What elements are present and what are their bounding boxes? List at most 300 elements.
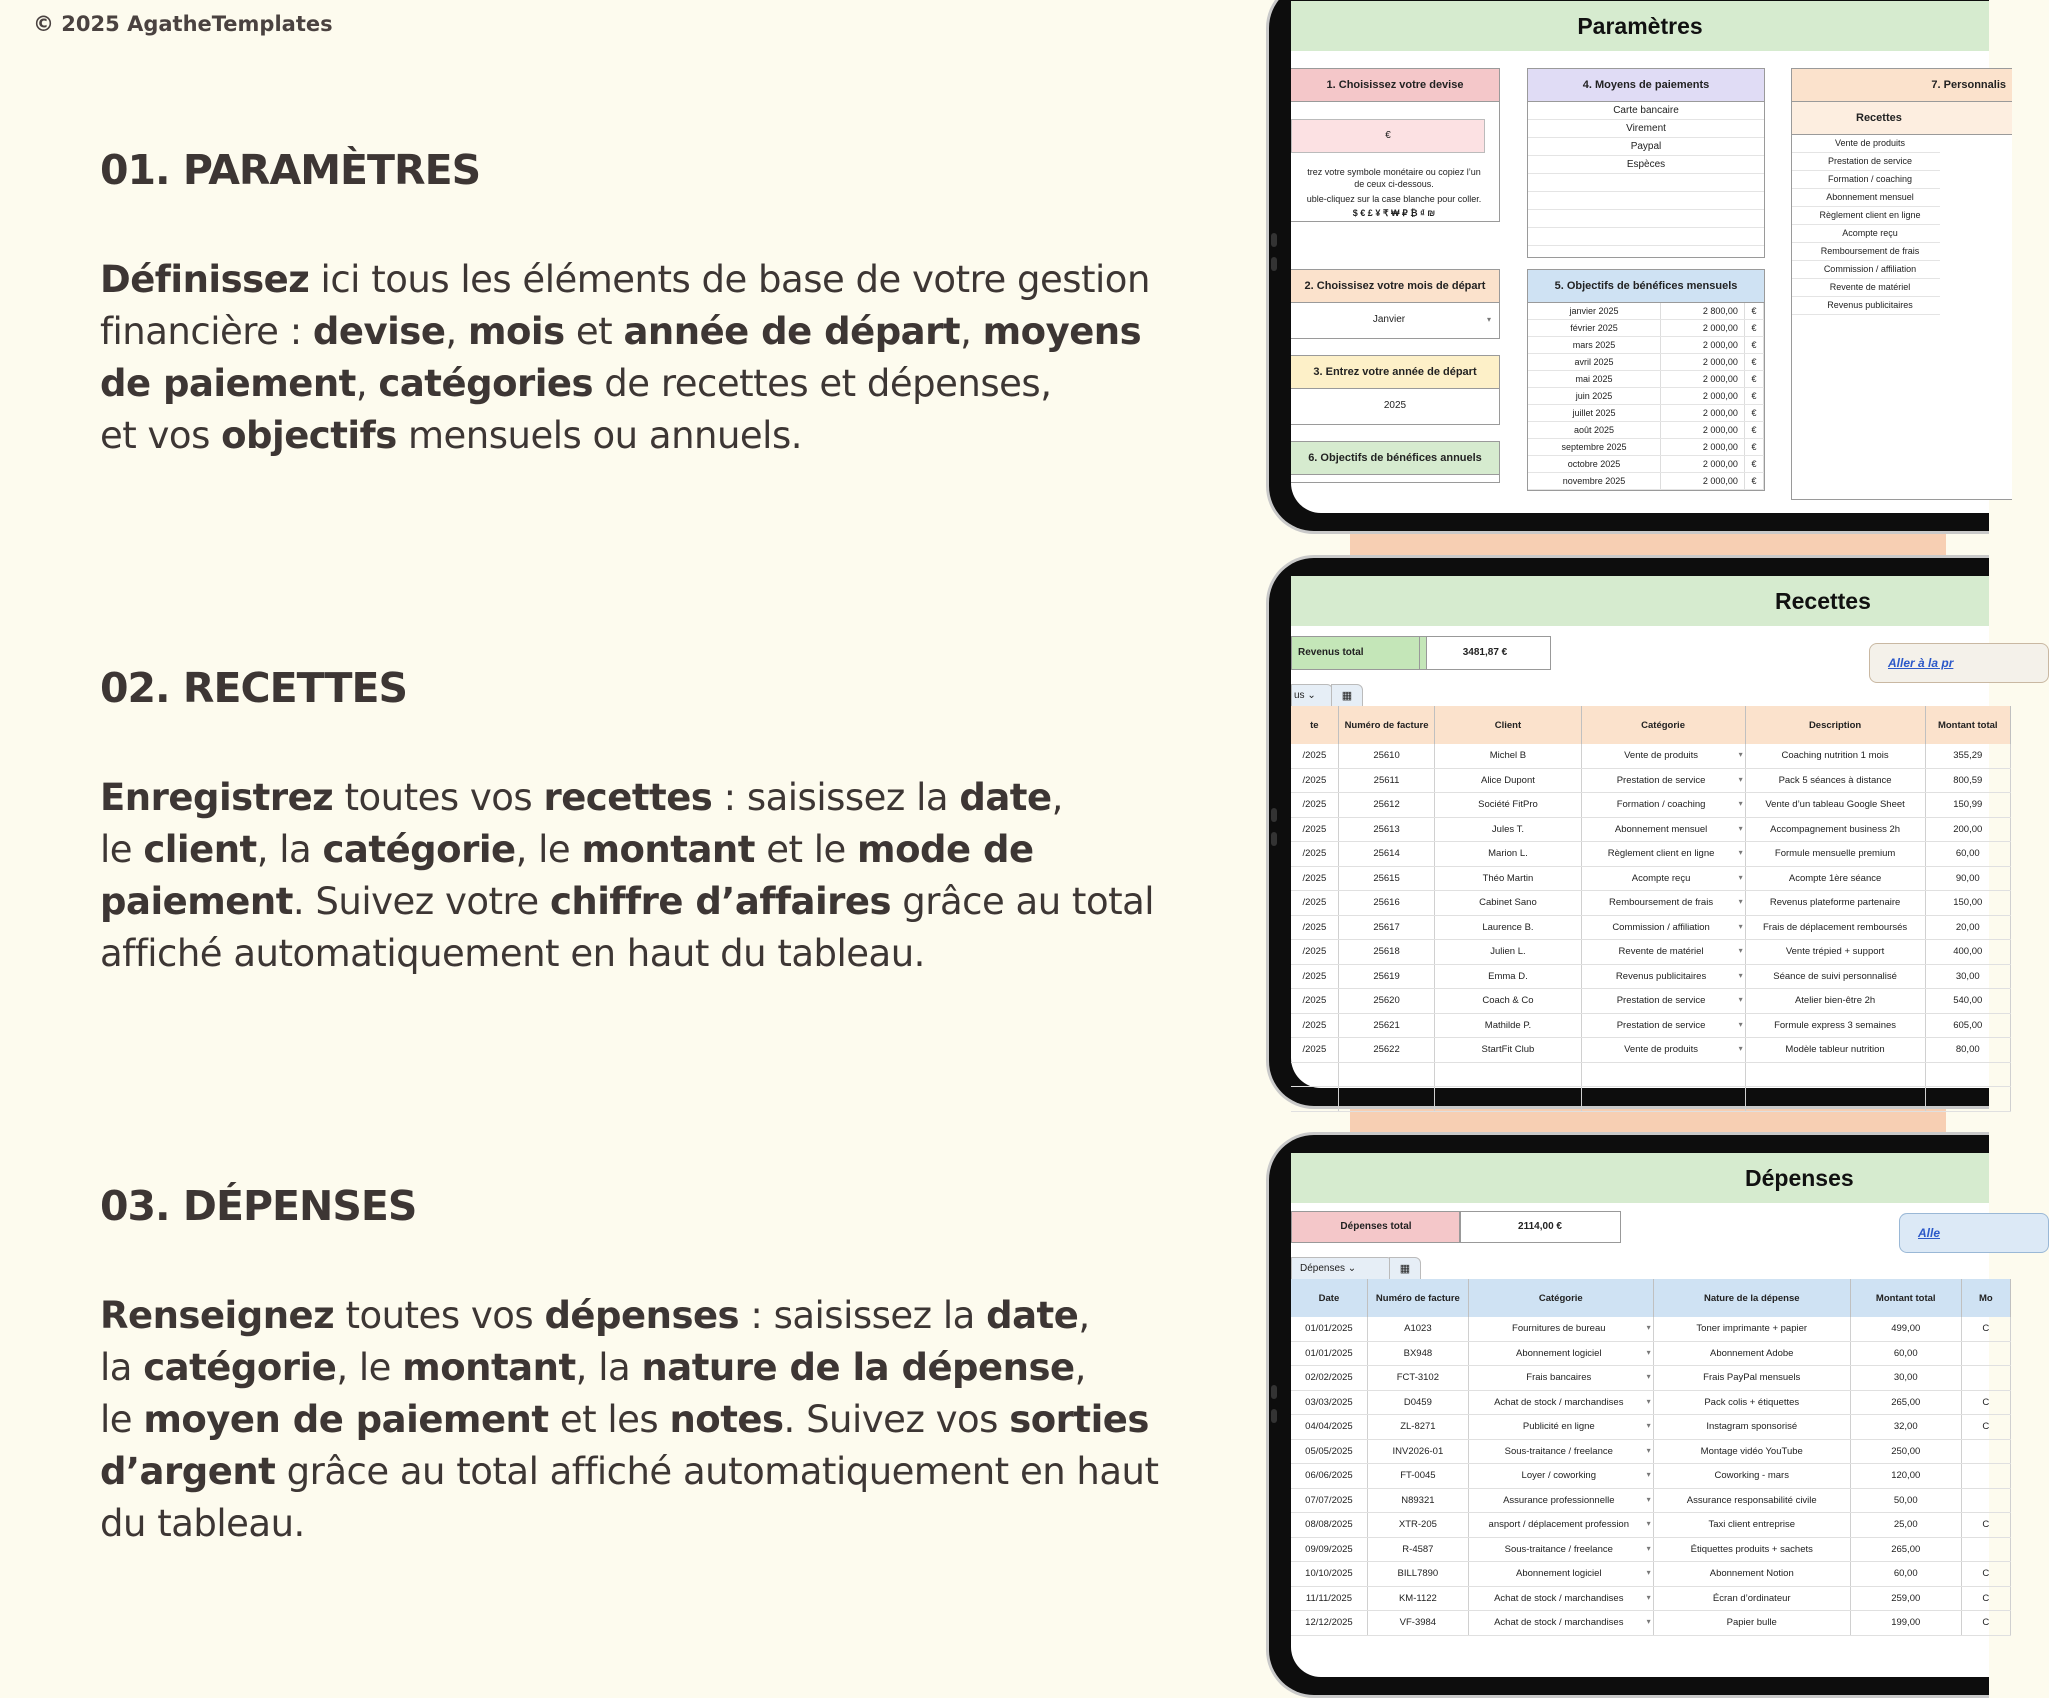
table-cell[interactable]: 25611	[1338, 768, 1435, 793]
section-title: 02. RECETTES	[100, 664, 407, 712]
objective-amount[interactable]: 2 000,00	[1661, 337, 1745, 354]
table-cell[interactable]: 06/06/2025	[1291, 1464, 1367, 1489]
table-cell[interactable]: Formule mensuelle premium	[1745, 842, 1925, 867]
objective-month: mars 2025	[1528, 337, 1661, 354]
table-cell[interactable]: Pack colis + étiquettes	[1653, 1390, 1850, 1415]
section-paragraph: Enregistrez toutes vos recettes : saisissez la date, le client, la catégorie, le montant et le mode de paiement. Suivez votre chiffre d’affaires grâce au total affiché automatiquement en haut du tableau.	[100, 776, 1155, 975]
table-row	[1291, 1013, 2011, 1038]
table-cell[interactable]: 01/01/2025	[1291, 1317, 1367, 1341]
table-cell[interactable]: Vente trépied + support	[1745, 940, 1925, 965]
table-cell[interactable]: KM-1122	[1367, 1586, 1468, 1611]
objective-amount[interactable]: 2 000,00	[1661, 422, 1745, 439]
objective-amount[interactable]: 2 000,00	[1661, 456, 1745, 473]
section-parametres	[100, 146, 1160, 462]
table-cell[interactable]: Taxi client entreprise	[1653, 1513, 1850, 1538]
table-cell[interactable]: 25617	[1338, 915, 1435, 940]
recettes-categories-header: Recettes	[1792, 102, 2012, 135]
income-category-item[interactable]: Règlement client en ligne	[1792, 207, 1940, 225]
table-cell[interactable]: Pack 5 séances à distance	[1745, 768, 1925, 793]
table-cell[interactable]: C	[1961, 1562, 2010, 1587]
table-cell[interactable]: Formule express 3 semaines	[1745, 1013, 1925, 1038]
table-cell[interactable]: /2025	[1291, 1013, 1338, 1038]
mois-header: 2. Choissisez votre mois de départ	[1291, 270, 1499, 303]
table-cell[interactable]: Prestation de service ▾	[1581, 768, 1745, 793]
table-header-row	[1291, 706, 2011, 744]
objective-row	[1528, 456, 1764, 473]
table-cell[interactable]: Abonnement logiciel ▾	[1468, 1341, 1653, 1366]
table-cell[interactable]: Abonnement mensuel ▾	[1581, 817, 1745, 842]
table-cell[interactable]: Papier bulle	[1653, 1611, 1850, 1636]
table-cell[interactable]: /2025	[1291, 744, 1338, 768]
objective-currency: €	[1744, 422, 1763, 439]
table-cell[interactable]: R-4587	[1367, 1537, 1468, 1562]
table-cell[interactable]: 25,00	[1850, 1513, 1961, 1538]
table-cell[interactable]: Frais PayPal mensuels	[1653, 1366, 1850, 1391]
table-cell[interactable]: Achat de stock / marchandises ▾	[1468, 1611, 1653, 1636]
table-cell[interactable]: 90,00	[1925, 866, 2010, 891]
table-cell[interactable]: Abonnement Adobe	[1653, 1341, 1850, 1366]
table-cell[interactable]: Écran d’ordinateur	[1653, 1586, 1850, 1611]
table-cell[interactable]: Assurance responsabilité civile	[1653, 1488, 1850, 1513]
objective-amount[interactable]: 2 000,00	[1661, 320, 1745, 337]
income-category-item[interactable]: Abonnement mensuel	[1792, 189, 1940, 207]
objective-row	[1528, 473, 1764, 490]
screen-depenses	[1291, 1153, 1993, 1677]
table-cell[interactable]: VF-3984	[1367, 1611, 1468, 1636]
objective-currency: €	[1744, 337, 1763, 354]
table-cell[interactable]: Commission / affiliation ▾	[1581, 915, 1745, 940]
objective-currency: €	[1744, 320, 1763, 337]
table-cell[interactable]: C	[1961, 1390, 2010, 1415]
table-cell[interactable]: 265,00	[1850, 1390, 1961, 1415]
table-row	[1291, 891, 2011, 916]
table-cell[interactable]: /2025	[1291, 989, 1338, 1014]
table-cell[interactable]	[1961, 1366, 2010, 1391]
table-row	[1291, 1611, 2011, 1636]
objective-row	[1528, 337, 1764, 354]
objective-amount[interactable]: 2 000,00	[1661, 371, 1745, 388]
paiements-header: 4. Moyens de paiements	[1528, 69, 1764, 102]
objective-amount[interactable]: 2 000,00	[1661, 405, 1745, 422]
table-cell[interactable]: Remboursement de frais ▾	[1581, 891, 1745, 916]
table-row	[1291, 1586, 2011, 1611]
objective-currency: €	[1744, 388, 1763, 405]
table-cell[interactable]: Coaching nutrition 1 mois	[1745, 744, 1925, 768]
objective-month: avril 2025	[1528, 354, 1661, 371]
table-cell[interactable]: Prestation de service ▾	[1581, 989, 1745, 1014]
column-header[interactable]: Mo	[1961, 1279, 2010, 1317]
table-cell[interactable]: 25622	[1338, 1038, 1435, 1063]
table-cell[interactable]: 25612	[1338, 793, 1435, 818]
table-cell[interactable]: Laurence B.	[1435, 915, 1581, 940]
column-header[interactable]: Montant total	[1850, 1279, 1961, 1317]
table-cell[interactable]	[1961, 1341, 2010, 1366]
table-cell[interactable]: Publicité en ligne ▾	[1468, 1415, 1653, 1440]
annee-input[interactable]: 2025	[1383, 400, 1407, 411]
table-cell[interactable]: C	[1961, 1611, 2010, 1636]
table-cell[interactable]: /2025	[1291, 964, 1338, 989]
column-header[interactable]: Montant total	[1925, 706, 2010, 744]
objective-currency: €	[1744, 456, 1763, 473]
table-cell[interactable]: Séance de suivi personnalisé	[1745, 964, 1925, 989]
table-cell[interactable]: XTR-205	[1367, 1513, 1468, 1538]
income-category-item[interactable]: Remboursement de frais	[1792, 243, 1940, 261]
table-cell[interactable]: 150,99	[1925, 793, 2010, 818]
objective-row	[1528, 405, 1764, 422]
table-cell[interactable]: N89321	[1367, 1488, 1468, 1513]
table-cell[interactable]: 25618	[1338, 940, 1435, 965]
table-cell[interactable]: 499,00	[1850, 1317, 1961, 1341]
table-cell[interactable]: 02/02/2025	[1291, 1366, 1367, 1391]
column-header[interactable]: Date	[1291, 1279, 1367, 1317]
table-cell[interactable]: Accompagnement business 2h	[1745, 817, 1925, 842]
devise-help-2: de ceux ci-dessous.	[1354, 179, 1434, 189]
table-cell[interactable]	[1961, 1439, 2010, 1464]
table-cell[interactable]: Sous-traitance / freelance ▾	[1468, 1537, 1653, 1562]
column-header[interactable]: Numéro de facture	[1338, 706, 1435, 744]
paiements-box	[1527, 68, 1765, 258]
table-row	[1291, 1562, 2011, 1587]
table-cell[interactable]: 30,00	[1850, 1366, 1961, 1391]
objective-month: juin 2025	[1528, 388, 1661, 405]
table-cell[interactable]: Acompte 1ère séance	[1745, 866, 1925, 891]
column-header[interactable]: Nature de la dépense	[1653, 1279, 1850, 1317]
column-header[interactable]: Catégorie	[1581, 706, 1745, 744]
table-cell[interactable]: Assurance professionnelle ▾	[1468, 1488, 1653, 1513]
section-paragraph: Renseignez toutes vos dépenses : saisissez la date, la catégorie, le montant, la nature de la dépense, le moyen de paiement et les notes. Suivez vos sorties d’argent grâce au total affiché automatiquement en haut du tableau.	[100, 1294, 1159, 1545]
total-value: 2114,00 €	[1459, 1211, 1621, 1243]
table-cell[interactable]: 25620	[1338, 989, 1435, 1014]
table-row	[1291, 989, 2011, 1014]
table-cell[interactable]: /2025	[1291, 891, 1338, 916]
table-cell[interactable]: /2025	[1291, 1038, 1338, 1063]
annee-header: 3. Entrez votre année de départ	[1291, 356, 1499, 389]
payment-method-item[interactable]: Carte bancaire	[1528, 102, 1764, 120]
objective-row	[1528, 422, 1764, 439]
table-cell[interactable]: 60,00	[1925, 842, 2010, 867]
objective-row	[1528, 439, 1764, 456]
table-cell[interactable]: Vente d’un tableau Google Sheet	[1745, 793, 1925, 818]
table-cell[interactable]: /2025	[1291, 817, 1338, 842]
table-cell[interactable]: /2025	[1291, 842, 1338, 867]
objectifs-table	[1528, 303, 1764, 490]
depenses-table	[1291, 1279, 2011, 1636]
sheet-title: Paramètres	[1291, 1, 1989, 51]
table-row	[1291, 842, 2011, 867]
table-cell[interactable]: 30,00	[1925, 964, 2010, 989]
table-cell[interactable]: Frais de déplacement remboursés	[1745, 915, 1925, 940]
table-cell[interactable]: Formation / coaching ▾	[1581, 793, 1745, 818]
sheet-title: Dépenses	[1291, 1153, 1989, 1203]
table-cell[interactable]: Vente de produits ▾	[1581, 1038, 1745, 1063]
table-cell[interactable]: 25613	[1338, 817, 1435, 842]
objective-amount[interactable]: 2 000,00	[1661, 439, 1745, 456]
table-row	[1291, 1439, 2011, 1464]
table-cell[interactable]: Instagram sponsorisé	[1653, 1415, 1850, 1440]
total-label: Dépenses total	[1291, 1211, 1461, 1243]
total-value: 3481,87 €	[1419, 636, 1551, 670]
table-cell[interactable]: Sous-traitance / freelance ▾	[1468, 1439, 1653, 1464]
objective-row	[1528, 388, 1764, 405]
table-row	[1291, 866, 2011, 891]
table-row	[1291, 817, 2011, 842]
table-cell[interactable]: 05/05/2025	[1291, 1439, 1367, 1464]
mois-box	[1291, 269, 1500, 339]
objective-currency: €	[1744, 473, 1763, 490]
table-cell[interactable]: FCT-3102	[1367, 1366, 1468, 1391]
total-label: Revenus total	[1291, 636, 1427, 670]
table-cell[interactable]: Revente de matériel ▾	[1581, 940, 1745, 965]
payment-method-item[interactable]: Virement	[1528, 120, 1764, 138]
table-cell[interactable]: Coach & Co	[1435, 989, 1581, 1014]
table-cell[interactable]: INV2026-01	[1367, 1439, 1468, 1464]
column-header[interactable]: te	[1291, 706, 1338, 744]
objective-currency: €	[1744, 371, 1763, 388]
table-cell[interactable]: 400,00	[1925, 940, 2010, 965]
table-cell[interactable]: Abonnement Notion	[1653, 1562, 1850, 1587]
table-cell[interactable]: Toner imprimante + papier	[1653, 1317, 1850, 1341]
view-tab[interactable]: us ⌄	[1291, 684, 1333, 708]
table-cell[interactable]: Julien L.	[1435, 940, 1581, 965]
table-cell[interactable]: /2025	[1291, 793, 1338, 818]
table-cell[interactable]	[1961, 1464, 2010, 1489]
table-cell[interactable]: Cabinet Sano	[1435, 891, 1581, 916]
table-row	[1291, 1317, 2011, 1341]
view-tab-label: us	[1294, 690, 1305, 701]
table-cell[interactable]: 199,00	[1850, 1611, 1961, 1636]
column-header[interactable]: Client	[1435, 706, 1581, 744]
objective-row	[1528, 371, 1764, 388]
table-cell[interactable]: A1023	[1367, 1317, 1468, 1341]
personnalisation-header: 7. Personnalis	[1792, 69, 2012, 102]
table-cell[interactable]: /2025	[1291, 768, 1338, 793]
income-category-item[interactable]: Acompte reçu	[1792, 225, 1940, 243]
table-cell[interactable]: 03/03/2025	[1291, 1390, 1367, 1415]
table-cell[interactable]: 800,59	[1925, 768, 2010, 793]
table-cell[interactable]: 200,00	[1925, 817, 2010, 842]
tablet-depenses	[1266, 1132, 1993, 1698]
table-cell[interactable]: 60,00	[1850, 1341, 1961, 1366]
income-category-item[interactable]: Formation / coaching	[1792, 171, 1940, 189]
personnalisation-box	[1791, 68, 2012, 500]
table-cell[interactable]: BILL7890	[1367, 1562, 1468, 1587]
table-cell[interactable]: 25621	[1338, 1013, 1435, 1038]
objective-month: juillet 2025	[1528, 405, 1661, 422]
table-cell[interactable]: Abonnement logiciel ▾	[1468, 1562, 1653, 1587]
table-cell[interactable]: C	[1961, 1415, 2010, 1440]
column-header[interactable]: Numéro de facture	[1367, 1279, 1468, 1317]
table-row	[1291, 1537, 2011, 1562]
table-cell[interactable]: 25614	[1338, 842, 1435, 867]
devise-help-3: uble-cliquez sur la case blanche pour coller.	[1306, 194, 1482, 204]
screen-parametres	[1291, 1, 2006, 513]
objective-amount[interactable]: 2 000,00	[1661, 354, 1745, 371]
table-cell[interactable]: Revenus publicitaires ▾	[1581, 964, 1745, 989]
table-cell[interactable]: 12/12/2025	[1291, 1611, 1367, 1636]
table-cell[interactable]: 07/07/2025	[1291, 1488, 1367, 1513]
column-header[interactable]: Description	[1745, 706, 1925, 744]
table-cell[interactable]: C	[1961, 1586, 2010, 1611]
mois-select[interactable]	[1291, 303, 1499, 337]
annuels-header: 6. Objectifs de bénéfices annuels	[1291, 442, 1499, 475]
objective-row	[1528, 354, 1764, 371]
table-icon[interactable]: ▦	[1389, 1257, 1421, 1281]
table-cell[interactable]: 20,00	[1925, 915, 2010, 940]
table-row	[1291, 964, 2011, 989]
section-title: 03. DÉPENSES	[100, 1182, 417, 1230]
table-cell[interactable]: Fournitures de bureau ▾	[1468, 1317, 1653, 1341]
table-cell[interactable]: C	[1961, 1317, 2010, 1341]
table-cell[interactable]: Théo Martin	[1435, 866, 1581, 891]
section-title: 01. PARAMÈTRES	[100, 146, 481, 194]
tablet-parametres	[1266, 0, 2006, 534]
annuels-box	[1291, 441, 1500, 483]
table-cell[interactable]: Revenus plateforme partenaire	[1745, 891, 1925, 916]
table-row	[1291, 915, 2011, 940]
table-cell[interactable]: 80,00	[1925, 1038, 2010, 1063]
table-cell[interactable]: /2025	[1291, 915, 1338, 940]
table-cell[interactable]: Modèle tableur nutrition	[1745, 1038, 1925, 1063]
table-cell[interactable]: 09/09/2025	[1291, 1537, 1367, 1562]
objective-currency: €	[1744, 354, 1763, 371]
payment-method-item[interactable]: Espèces	[1528, 156, 1764, 174]
table-cell[interactable]: 25619	[1338, 964, 1435, 989]
table-cell[interactable]: Michel B	[1435, 744, 1581, 768]
income-category-item[interactable]: Revenus publicitaires	[1792, 297, 1940, 315]
copyright: © 2025 AgatheTemplates	[33, 12, 333, 36]
income-category-item[interactable]: Commission / affiliation	[1792, 261, 1940, 279]
table-cell[interactable]: Achat de stock / marchandises ▾	[1468, 1586, 1653, 1611]
table-cell[interactable]: /2025	[1291, 940, 1338, 965]
table-row	[1291, 768, 2011, 793]
table-cell[interactable]: 32,00	[1850, 1415, 1961, 1440]
devise-help-1: trez votre symbole monétaire ou copiez l’un	[1307, 167, 1481, 177]
table-cell[interactable]: Vente de produits ▾	[1581, 744, 1745, 768]
objective-amount[interactable]: 2 000,00	[1661, 388, 1745, 405]
table-row	[1291, 940, 2011, 965]
table-cell[interactable]: StartFit Club	[1435, 1038, 1581, 1063]
devise-box	[1291, 68, 1500, 222]
table-cell[interactable]: 10/10/2025	[1291, 1562, 1367, 1587]
table-cell[interactable]: Mathilde P.	[1435, 1013, 1581, 1038]
recettes-table	[1291, 706, 2011, 1112]
table-cell[interactable]: FT-0045	[1367, 1464, 1468, 1489]
mois-value: Janvier	[1372, 314, 1406, 325]
table-cell[interactable]: 25615	[1338, 866, 1435, 891]
objective-amount[interactable]: 2 800,00	[1661, 303, 1745, 320]
sheet-title: Recettes	[1291, 576, 1989, 626]
table-cell[interactable]: 04/04/2025	[1291, 1415, 1367, 1440]
table-cell[interactable]: 11/11/2025	[1291, 1586, 1367, 1611]
column-header[interactable]: Catégorie	[1468, 1279, 1653, 1317]
table-cell[interactable]: Coworking - mars	[1653, 1464, 1850, 1489]
table-icon[interactable]: ▦	[1331, 684, 1363, 708]
table-cell[interactable]: ZL-8271	[1367, 1415, 1468, 1440]
table-row	[1291, 1341, 2011, 1366]
table-cell[interactable]: Achat de stock / marchandises ▾	[1468, 1390, 1653, 1415]
table-cell[interactable]	[1961, 1537, 2010, 1562]
table-cell[interactable]: Marion L.	[1435, 842, 1581, 867]
objective-currency: €	[1744, 405, 1763, 422]
paiements-list	[1528, 102, 1764, 246]
table-cell[interactable]: Alice Dupont	[1435, 768, 1581, 793]
table-cell[interactable]: /2025	[1291, 866, 1338, 891]
objective-amount[interactable]: 2 000,00	[1661, 473, 1745, 490]
section-paragraph: Définissez ici tous les éléments de base de votre gestion financière : devise, mois et année de départ, moyens de paiement, catégories de recettes et dépenses, et vos objectifs mensuels ou annuels.	[100, 258, 1150, 457]
table-cell[interactable]: 250,00	[1850, 1439, 1961, 1464]
table-cell[interactable]: ansport / déplacement profession ▾	[1468, 1513, 1653, 1538]
payment-method-item[interactable]: Paypal	[1528, 138, 1764, 156]
table-cell[interactable]	[1961, 1488, 2010, 1513]
table-cell[interactable]: 25610	[1338, 744, 1435, 768]
table-cell[interactable]: 150,00	[1925, 891, 2010, 916]
table-cell[interactable]: Frais bancaires ▾	[1468, 1366, 1653, 1391]
table-cell[interactable]: 265,00	[1850, 1537, 1961, 1562]
objective-month: mai 2025	[1528, 371, 1661, 388]
table-cell[interactable]: 259,00	[1850, 1586, 1961, 1611]
view-tab[interactable]: Dépenses ⌄	[1291, 1257, 1393, 1281]
table-cell[interactable]: Emma D.	[1435, 964, 1581, 989]
table-row	[1291, 1488, 2011, 1513]
objective-currency: €	[1744, 303, 1763, 320]
objective-month: novembre 2025	[1528, 473, 1661, 490]
table-cell[interactable]: Atelier bien-être 2h	[1745, 989, 1925, 1014]
table-cell[interactable]: Prestation de service ▾	[1581, 1013, 1745, 1038]
table-cell[interactable]: Jules T.	[1435, 817, 1581, 842]
table-cell[interactable]: Acompte reçu ▾	[1581, 866, 1745, 891]
objectifs-box	[1527, 269, 1765, 491]
table-cell[interactable]: 50,00	[1850, 1488, 1961, 1513]
table-row	[1291, 1366, 2011, 1391]
table-row	[1291, 1513, 2011, 1538]
table-cell[interactable]: Société FitPro	[1435, 793, 1581, 818]
devise-input[interactable]: €	[1291, 119, 1485, 153]
recettes-categories-list	[1792, 135, 2012, 315]
income-category-item[interactable]: Revente de matériel	[1792, 279, 1940, 297]
objective-currency: €	[1744, 439, 1763, 456]
table-cell[interactable]: Règlement client en ligne ▾	[1581, 842, 1745, 867]
screen-recettes	[1291, 576, 1998, 1088]
table-cell[interactable]: Étiquettes produits + sachets	[1653, 1537, 1850, 1562]
table-cell[interactable]: Montage vidéo YouTube	[1653, 1439, 1850, 1464]
devise-header: 1. Choisissez votre devise	[1291, 69, 1499, 102]
objective-row	[1528, 320, 1764, 337]
table-cell[interactable]: 120,00	[1850, 1464, 1961, 1489]
table-cell[interactable]: BX948	[1367, 1341, 1468, 1366]
table-cell[interactable]: D0459	[1367, 1390, 1468, 1415]
table-cell[interactable]: 25616	[1338, 891, 1435, 916]
table-cell[interactable]: 08/08/2025	[1291, 1513, 1367, 1538]
annee-box	[1291, 355, 1500, 425]
table-cell[interactable]: 01/01/2025	[1291, 1341, 1367, 1366]
table-row	[1291, 1464, 2011, 1489]
goto-button[interactable]: Alle	[1899, 1213, 2049, 1253]
table-cell[interactable]: 540,00	[1925, 989, 2010, 1014]
table-cell[interactable]: C	[1961, 1513, 2010, 1538]
objective-month: janvier 2025	[1528, 303, 1661, 320]
income-category-item[interactable]: Vente de produits	[1792, 135, 1940, 153]
table-row	[1291, 1390, 2011, 1415]
objective-month: octobre 2025	[1528, 456, 1661, 473]
table-cell[interactable]: Loyer / coworking ▾	[1468, 1464, 1653, 1489]
table-cell[interactable]: 355,29	[1925, 744, 2010, 768]
tablet-recettes	[1266, 555, 1998, 1109]
table-cell[interactable]: 605,00	[1925, 1013, 2010, 1038]
table-row	[1291, 1415, 2011, 1440]
income-category-item[interactable]: Prestation de service	[1792, 153, 1940, 171]
goto-button[interactable]: Aller à la pr	[1869, 643, 2049, 683]
table-cell[interactable]: 60,00	[1850, 1562, 1961, 1587]
